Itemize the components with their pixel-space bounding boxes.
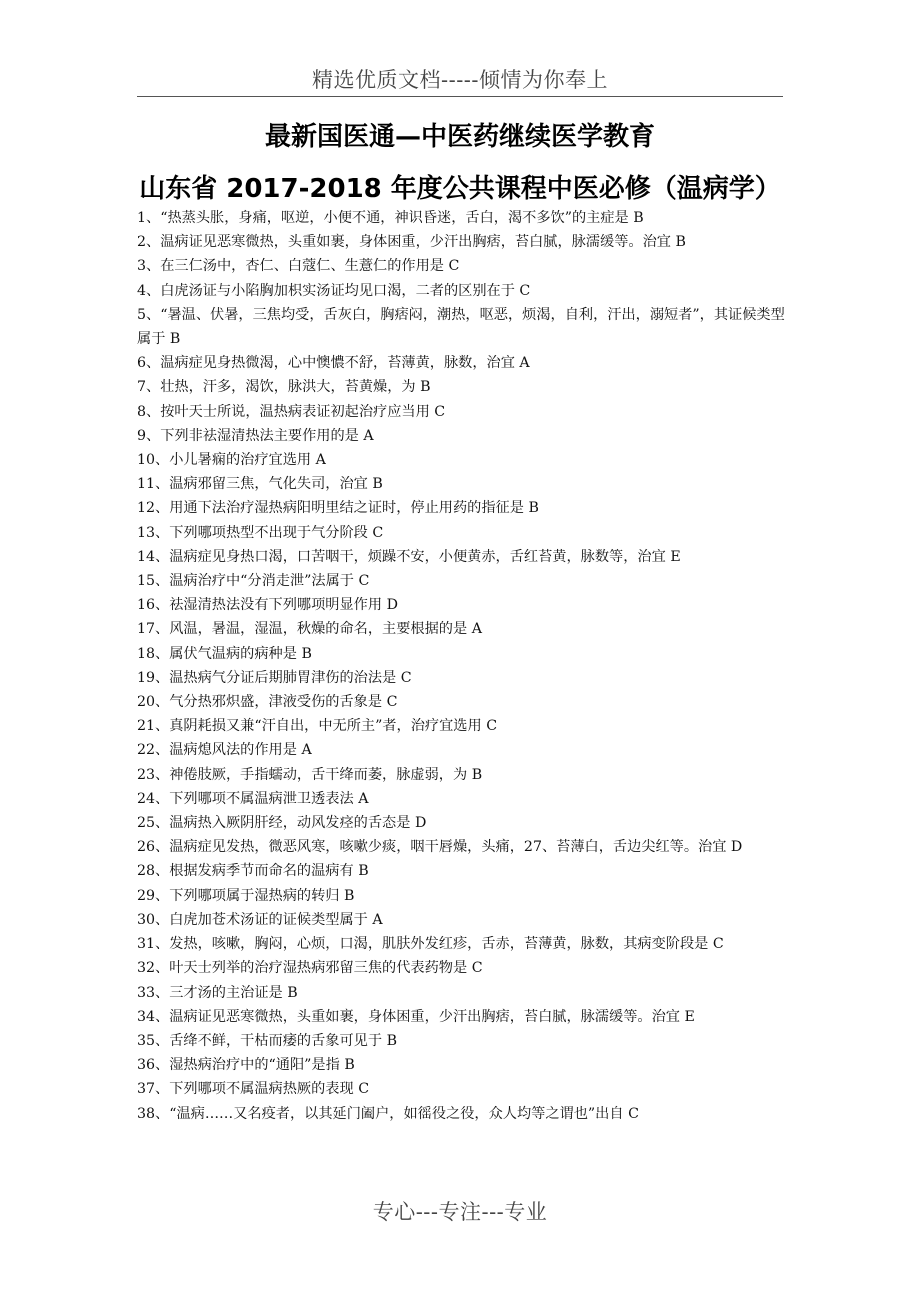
question-item: 38、“温病……又名疫者，以其延门阖户，如徭役之役，众人均等之谓也”出自 C — [137, 1105, 639, 1122]
question-item: 16、祛湿清热法没有下列哪项明显作用 D — [137, 597, 398, 614]
question-item: 19、温热病气分证后期肺胃津伤的治法是 C — [137, 669, 412, 686]
document-title: 最新国医通—中医药继续医学教育 — [264, 122, 655, 152]
question-list — [137, 206, 787, 1126]
question-item: 2、温病证见恶寒微热，头重如裹，身体困重，少汗出胸痞，苔白腻，脉濡缓等。治宜 B — [137, 234, 686, 251]
question-item: 9、下列非祛湿清热法主要作用的是 A — [137, 427, 374, 444]
question-item: 24、下列哪项不属温病泄卫透表法 A — [137, 790, 369, 807]
question-item: 25、温病热入厥阴肝经，动风发痉的舌态是 D — [137, 815, 427, 832]
question-item: 12、用通下法治疗湿热病阳明里结之证时，停止用药的指征是 B — [137, 500, 539, 517]
question-item: 33、三才汤的主治证是 B — [137, 984, 298, 1001]
question-item: 34、温病证见恶寒微热，头重如裹，身体困重，少汗出胸痞，苔白腻，脉濡缓等。治宜 E — [137, 1008, 695, 1025]
question-item: 20、气分热邪炽盛，津液受伤的舌象是 C — [137, 694, 398, 711]
question-item: 36、湿热病治疗中的“通阳”是指 B — [137, 1057, 355, 1074]
question-item: 6、温病症见身热微渴，心中懊憹不舒，苔薄黄，脉数，治宜 A — [137, 355, 530, 372]
question-item: 32、叶天士列举的治疗湿热病邪留三焦的代表药物是 C — [137, 960, 483, 977]
page-footer: 专心---专注---专业 — [372, 1200, 548, 1224]
question-item: 22、温病熄风法的作用是 A — [137, 742, 312, 759]
page-header: 精选优质文档-----倾情为你奉上 — [312, 68, 608, 92]
question-item: 30、白虎加苍术汤证的证候类型属于 A — [137, 911, 383, 928]
question-item: 4、白虎汤证与小陷胸加枳实汤证均见口渴，二者的区别在于 C — [137, 282, 531, 299]
question-item: 26、温病症见发热，微恶风寒，咳嗽少痰，咽干唇燥，头痛，27、苔薄白，舌边尖红等。治宜 D — [137, 839, 743, 856]
header-rule — [137, 96, 783, 97]
question-item: 28、根据发病季节而命名的温病有 B — [137, 863, 369, 880]
question-item: 37、下列哪项不属温病热厥的表现 C — [137, 1081, 370, 1098]
question-item: 18、属伏气温病的病种是 B — [137, 645, 312, 662]
question-item: 3、在三仁汤中，杏仁、白蔻仁、生薏仁的作用是 C — [137, 258, 460, 275]
question-item: 13、下列哪项热型不出现于气分阶段 C — [137, 524, 384, 541]
question-item: 10、小儿暑痫的治疗宜选用 A — [137, 452, 326, 469]
question-item: 35、舌绛不鲜，干枯而痿的舌象可见于 B — [137, 1032, 397, 1049]
question-item: 1、“热蒸头胀，身痛，呕逆，小便不通，神识昏迷，舌白，渴不多饮”的主症是 B — [137, 210, 644, 226]
question-item: 5、“暑温、伏暑，三焦均受，舌灰白，胸痞闷，潮热，呕恶，烦渴，自利，汗出，溺短者”，其证候类型属于 B — [137, 306, 785, 348]
document-subtitle: 山东省 2017-2018 年度公共课程中医必修（温病学） — [139, 174, 781, 204]
question-item: 8、按叶天士所说，温热病表证初起治疗应当用 C — [137, 403, 446, 420]
question-item: 11、温病邪留三焦，气化失司，治宜 B — [137, 476, 383, 493]
question-item: 21、真阴耗损又兼“汗自出，中无所主”者，治疗宜选用 C — [137, 718, 498, 735]
question-item: 15、温病治疗中“分消走泄”法属于 C — [137, 573, 370, 590]
question-item: 7、壮热，汗多，渴饮，脉洪大，苔黄燥，为 B — [137, 379, 431, 396]
question-item: 23、神倦肢厥，手指蠕动，舌干绛而萎，脉虚弱，为 B — [137, 766, 483, 783]
question-item: 31、发热，咳嗽，胸闷，心烦，口渴，肌肤外发红疹，舌赤，苔薄黄，脉数，其病变阶段是 C — [137, 936, 724, 953]
question-item: 14、温病症见身热口渴，口苦咽干，烦躁不安，小便黄赤，舌红苔黄，脉数等，治宜 E — [137, 548, 681, 565]
question-item: 17、风温，暑温，湿温，秋燥的命名，主要根据的是 A — [137, 621, 482, 638]
question-item: 29、下列哪项属于湿热病的转归 B — [137, 887, 355, 904]
